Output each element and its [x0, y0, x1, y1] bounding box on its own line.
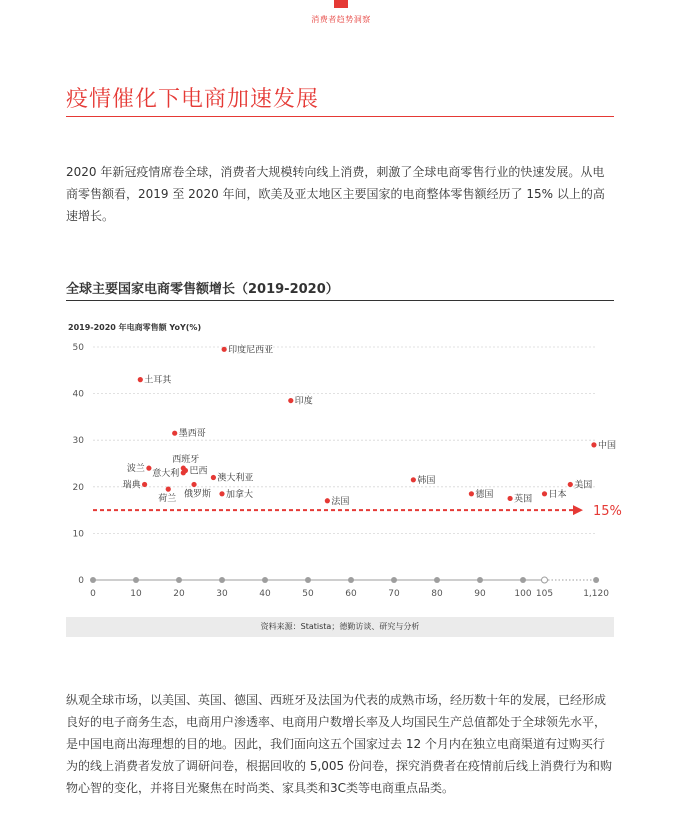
- threshold-arrow: [573, 505, 583, 515]
- data-point-label: 印度尼西亚: [228, 345, 274, 356]
- x-tick-label: 100: [514, 589, 532, 599]
- x-tick-label: 20: [173, 589, 185, 599]
- data-point-label: 德国: [475, 489, 494, 500]
- chart-section-title: 全球主要国家电商零售额增长（2019-2020）: [66, 282, 339, 297]
- data-point: [172, 431, 177, 436]
- y-tick-label: 40: [72, 389, 84, 400]
- x-tick-label: 50: [302, 589, 314, 599]
- data-point-label: 澳大利亚: [217, 473, 254, 484]
- x-tick-label: 1,120: [583, 589, 609, 599]
- data-point-label: 印度: [294, 396, 313, 407]
- data-point: [211, 475, 216, 480]
- data-point: [183, 468, 188, 473]
- x-tick-label: 80: [431, 589, 443, 599]
- intro-paragraph: 2020 年新冠疫情席卷全球，消费者大规模转向线上消费，刺激了全球电商零售行业的快速发展。从电商零售额看，2019 至 2020 年间，欧美及亚太地区主要国家的电商整体零售额经历了 15% 以上的高速增长。: [66, 165, 605, 223]
- data-point: [411, 477, 416, 482]
- body-paragraph: 纵观全球市场，以美国、英国、德国、西班牙及法国为代表的成熟市场，经历数十年的发展，已经形成良好的电子商务生态，电商用户渗透率、电商用户数增长率及人均国民生产总值都处于全球领先水平，是中国电商出海理想的目的地。因此，我们面向这五个国家过去 12 个月内在独立电商渠道有过购买行为的线上消费者发放了调研问卷，根据回收的 5,005 份问卷，探究消费者在疫情前后线上消费行为和购物心智的变化，并将目光聚焦在时尚类、家具类和3C类等电商重点品类。: [66, 693, 612, 795]
- chart-threshold: [93, 504, 622, 519]
- data-point-label: 日本: [548, 489, 567, 500]
- x-tick-label: 105: [535, 589, 554, 599]
- data-point: [138, 377, 143, 382]
- x-tick-label: 40: [259, 589, 271, 599]
- data-point: [191, 482, 196, 487]
- y-tick-label: 0: [78, 576, 84, 586]
- x-tick-marker: [305, 577, 311, 583]
- data-point-label: 美国: [574, 480, 593, 491]
- data-point-label: 加拿大: [226, 489, 254, 500]
- data-point: [469, 491, 474, 496]
- data-point: [591, 442, 596, 447]
- data-point-label: 韩国: [417, 475, 436, 486]
- x-tick-marker: [219, 577, 225, 583]
- data-point-label: 英国: [514, 494, 533, 505]
- x-tick-marker: [133, 577, 139, 583]
- y-tick-label: 50: [72, 343, 84, 353]
- x-tick-label: 60: [345, 589, 357, 599]
- data-point-label: 法国: [331, 496, 350, 507]
- y-tick-label: 30: [72, 436, 84, 447]
- data-point-label: 西班牙: [172, 455, 200, 466]
- data-point-label: 巴西: [189, 466, 208, 477]
- data-point-label: 中国: [597, 440, 616, 451]
- data-point: [146, 466, 151, 471]
- x-tick-marker: [262, 577, 268, 583]
- threshold-label: 15%: [593, 504, 622, 520]
- data-point-label: 波兰: [126, 464, 145, 475]
- page-title: 疫情催化下电商加速发展: [66, 87, 320, 112]
- chart-source-note: 资料来源：Statista；德勤访谈、研究与分析: [66, 617, 614, 637]
- y-tick-label: 20: [72, 482, 84, 493]
- data-point: [542, 491, 547, 496]
- x-axis-break-marker: [542, 577, 548, 583]
- x-tick-marker: [391, 577, 397, 583]
- x-tick-marker: [90, 577, 96, 583]
- x-tick-marker: [593, 577, 599, 583]
- data-point-label: 瑞典: [122, 480, 141, 491]
- x-tick-label: 0: [90, 589, 96, 599]
- x-tick-label: 90: [474, 589, 486, 599]
- data-point-label: 墨西哥: [178, 429, 206, 440]
- data-point-label: 荷兰: [158, 494, 177, 505]
- data-point: [508, 496, 513, 501]
- data-point: [142, 482, 147, 487]
- data-point: [288, 398, 293, 403]
- x-tick-label: 30: [216, 589, 228, 599]
- data-point: [325, 498, 330, 503]
- chart-points: [123, 343, 616, 506]
- y-axis-title: 2019-2020 年电商零售额 YoY(%): [68, 323, 202, 332]
- data-point: [219, 491, 224, 496]
- data-point: [568, 482, 573, 487]
- x-tick-label: 70: [388, 589, 400, 599]
- section-header-label: 消费者趋势洞察: [311, 15, 371, 24]
- x-tick-marker: [176, 577, 182, 583]
- data-point: [166, 487, 171, 492]
- x-tick-label: 10: [130, 589, 142, 599]
- x-tick-marker: [520, 577, 526, 583]
- data-point-label: 土耳其: [144, 375, 172, 386]
- data-point: [222, 347, 227, 352]
- y-tick-label: 10: [72, 529, 84, 540]
- data-point-label: 俄罗斯: [184, 489, 212, 500]
- x-tick-marker: [348, 577, 354, 583]
- x-tick-marker: [477, 577, 483, 583]
- x-tick-marker: [434, 577, 440, 583]
- data-point-label: 意大利: [152, 468, 180, 479]
